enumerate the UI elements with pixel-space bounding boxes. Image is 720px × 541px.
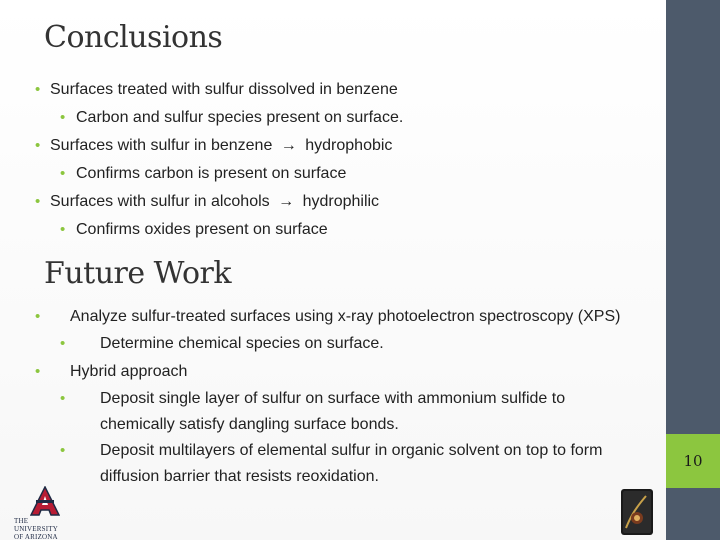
list-item [28,358,634,386]
list-item [28,386,634,438]
page-number-badge: 10 [666,434,720,488]
list-item-text: Confirms carbon is present on surface [76,165,347,182]
list-item-text: Deposit multilayers of elemental sulfur in organic solvent on top to form diffusion barrier that resists reoxidation. [100,442,603,485]
list-item-text: hydrophobic [305,137,393,154]
list-item [28,160,648,188]
future-work-list [28,304,634,490]
list-item-text: Hybrid approach [70,363,188,380]
list-item-text: Deposit single layer of sulfur on surface with ammonium sulfide to chemically satisfy dangling surface bonds. [100,390,566,433]
ua-caption-line: OF ARIZONA [14,533,58,541]
list-item [28,104,648,132]
list-item-text: Surfaces with sulfur in alcohols [50,193,270,210]
list-item [28,438,634,490]
list-item [28,188,648,216]
list-item-text: Analyze sulfur-treated surfaces using x-ray photoelectron spectroscopy (XPS) [70,308,621,325]
arrow-right-icon: → [280,137,297,154]
arrow-right-icon: → [278,193,295,210]
ua-block-a-icon [30,486,60,516]
conclusions-list [28,76,648,244]
list-item-text: Determine chemical species on surface. [100,335,384,352]
ua-logo-caption [14,517,74,541]
list-item [28,76,648,104]
department-emblem-icon [620,488,654,536]
list-item-text: hydrophilic [302,193,380,210]
list-item-text: Surfaces with sulfur in benzene [50,137,273,154]
list-item-text: Carbon and sulfur species present on surface. [76,109,404,126]
list-item [28,216,648,244]
list-item-text: Confirms oxides present on surface [76,221,328,238]
section-title-future-work: Future Work [44,256,232,291]
list-item [28,330,634,358]
list-item-text: Surfaces treated with sulfur dissolved in benzene [50,81,398,98]
university-of-arizona-logo [14,486,74,541]
section-title-conclusions: Conclusions [44,20,223,55]
ua-caption-line: THE UNIVERSITY [14,517,58,533]
list-item [28,304,634,330]
list-item [28,132,648,160]
